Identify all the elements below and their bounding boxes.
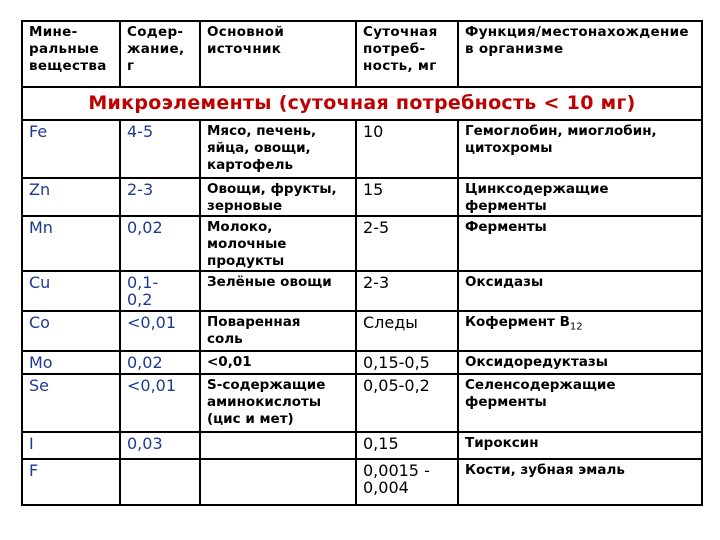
content-cell [120,311,200,351]
header-line: вещества [29,58,107,74]
content-cell [120,432,200,459]
cell-text: 0,02 [127,218,163,237]
section-title: Микроэлементы (суточная потребность < 10 мг) [22,87,702,120]
element-cell [22,271,120,311]
table-row [22,178,702,216]
cell-line: F [29,461,39,480]
cell-line [127,291,195,308]
table-row [22,459,702,505]
function-cell [458,120,702,178]
source-cell [200,432,356,459]
table-row [22,351,702,374]
need-cell [356,374,458,432]
cell-line [207,181,351,198]
source-cell [200,120,356,178]
cell-text: 0,15-0,5 [363,353,430,372]
header-line: Содер- [127,24,184,40]
cell-line [207,140,351,157]
cell-line: Mn [29,218,53,237]
cell-line: Zn [29,180,51,199]
element-cell [22,120,120,178]
source-cell [200,374,356,432]
content-cell [120,120,200,178]
cell-text: 0,004 [363,478,409,497]
cell-text: Поваренная [207,314,301,330]
cell-line: Fe [29,122,48,141]
cell-line [465,123,697,140]
cell-text: 10 [363,122,384,141]
element-cell [22,351,120,374]
cell-line [207,219,351,236]
header-cell [200,21,356,87]
header-line: Суточная [363,24,438,40]
cell-text: 2-3 [127,180,154,199]
cell-line [363,181,453,198]
cell-line [207,198,351,215]
header-line: ральные [29,41,99,57]
cell-line [465,198,697,215]
function-cell [458,374,702,432]
header-line: Мине- [29,24,78,40]
content-cell [120,351,200,374]
content-cell [120,178,200,216]
header-line: г [127,58,135,74]
need-cell [356,311,458,351]
cell-text: 2-5 [363,218,390,237]
source-cell [200,351,356,374]
header-line: потреб- [363,41,426,57]
cell-text: Кофермент В [465,314,570,330]
source-cell [200,311,356,351]
header-line: жание, [127,41,185,57]
cell-text: соль [207,331,243,347]
cell-text: 0,0015 - [363,461,430,480]
header-line: в организме [465,41,564,57]
function-cell [458,432,702,459]
cell-text: Оксидазы [465,274,544,290]
cell-line: Se [29,376,49,395]
function-cell [458,459,702,505]
cell-line [207,123,351,140]
cell-line [465,462,697,479]
content-cell [120,374,200,432]
cell-line [465,181,697,198]
microelements-table [21,20,703,506]
element-cell [22,216,120,271]
cell-line [363,219,453,236]
cell-line [207,377,351,394]
header-cell [120,21,200,87]
cell-text: 0,05-0,2 [363,376,430,395]
cell-text: Ферменты [465,219,547,235]
source-cell [200,216,356,271]
element-cell [22,178,120,216]
table-row [22,271,702,311]
cell-line [127,435,195,452]
cell-line [127,354,195,371]
cell-line [465,219,697,236]
cell-line [465,435,697,452]
cell-text: 0,1- [127,273,159,292]
cell-line [363,462,453,479]
cell-line [465,314,697,336]
header-line: Функция/местонахождение [465,24,689,40]
cell-line [465,274,697,291]
cell-line [465,377,697,394]
cell-line [363,354,453,371]
element-cell [22,311,120,351]
cell-line: Cu [29,273,51,292]
cell-text: цитохромы [465,140,553,156]
cell-text: 0,2 [127,290,153,309]
cell-text: Гемоглобин, миоглобин, [465,123,657,139]
function-cell [458,178,702,216]
table-row [22,311,702,351]
cell-line [127,314,195,331]
need-cell [356,120,458,178]
header-cell [458,21,702,87]
cell-line [127,181,195,198]
cell-text: Цинксодержащие [465,181,609,197]
cell-line [207,354,351,371]
cell-line [207,157,351,174]
table-row [22,120,702,178]
cell-text: Мясо, печень, [207,123,317,139]
function-cell [458,311,702,351]
function-cell [458,271,702,311]
cell-line [465,140,697,157]
need-cell [356,459,458,505]
cell-text: молочные [207,236,287,252]
cell-line [207,331,351,348]
cell-line [127,377,195,394]
cell-text: Тироксин [465,435,539,451]
cell-line [363,377,453,394]
cell-text: ферменты [465,394,547,410]
cell-line [127,123,195,140]
cell-text: 2-3 [363,273,390,292]
cell-text: <0,01 [207,354,252,370]
cell-text: Кости, зубная эмаль [465,462,625,478]
cell-line [207,314,351,331]
cell-text: <0,01 [127,313,177,332]
cell-line [127,219,195,236]
cell-line [363,314,453,331]
section-row [22,87,702,120]
cell-text: Следы [363,313,418,332]
function-cell [458,216,702,271]
cell-text: ферменты [465,198,547,214]
cell-text: 0,02 [127,353,163,372]
content-cell [120,271,200,311]
cell-line [363,123,453,140]
header-line: Основной [207,24,285,40]
need-cell [356,351,458,374]
cell-line [207,253,351,270]
cell-text: Селенсодержащие [465,377,616,393]
cell-text: S-содержащие [207,377,326,393]
cell-text: 0,15 [363,434,399,453]
need-cell [356,178,458,216]
cell-line [363,435,453,452]
cell-text: (цис и мет) [207,411,294,427]
header-line: ность, мг [363,58,437,74]
content-cell [120,216,200,271]
cell-line: Co [29,313,50,332]
content-cell [120,459,200,505]
source-cell [200,271,356,311]
element-cell [22,374,120,432]
cell-line: I [29,434,34,453]
header-cell [356,21,458,87]
cell-text: 0,03 [127,434,163,453]
cell-text: продукты [207,253,285,269]
source-cell [200,178,356,216]
cell-line [207,236,351,253]
cell-line [363,274,453,291]
element-cell [22,459,120,505]
header-line: источник [207,41,282,57]
cell-text: аминокислоты [207,394,322,410]
need-cell [356,271,458,311]
cell-line [207,274,351,291]
cell-text: Зелёные овощи [207,274,332,290]
table-row [22,374,702,432]
cell-line [127,274,195,291]
cell-text: <0,01 [127,376,177,395]
cell-text: Оксидоредуктазы [465,354,608,370]
source-cell [200,459,356,505]
cell-line [207,411,351,428]
cell-text: зерновые [207,198,283,214]
cell-line [465,394,697,411]
cell-line [207,394,351,411]
cell-text: яйца, овощи, [207,140,311,156]
element-cell [22,432,120,459]
cell-text: картофель [207,157,294,173]
need-cell [356,432,458,459]
cell-line [363,479,453,496]
cell-line [465,354,697,371]
cell-text: 4-5 [127,122,154,141]
cell-text: Овощи, фрукты, [207,181,337,197]
cell-text: 15 [363,180,384,199]
table-row [22,432,702,459]
header-row [22,21,702,87]
need-cell [356,216,458,271]
cell-line: Mo [29,353,53,372]
subscript: 12 [569,321,583,333]
header-cell [22,21,120,87]
function-cell [458,351,702,374]
table-row [22,216,702,271]
cell-text: Молоко, [207,219,273,235]
